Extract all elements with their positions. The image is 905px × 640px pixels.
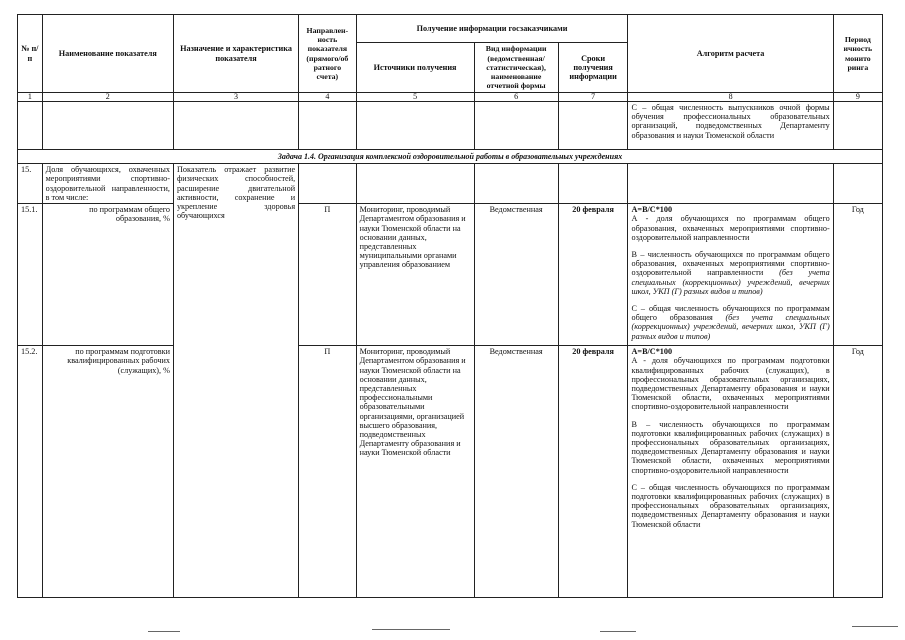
- col-number: 2: [42, 93, 173, 102]
- header-num: № п/п: [18, 15, 43, 93]
- alg-b: В – численность обучающихся по программам подготовки квалифицированных рабочих (служащих) в профессиональных образовательных организациях, подведомственных Департаменту образования и науки Тюменской области, охваченных мероприятиями спортивно-оздоровительной направленности: [631, 419, 830, 475]
- indicator-table: [17, 14, 883, 598]
- table-row: [18, 346, 883, 598]
- header-name: Наименование показателя: [42, 15, 173, 93]
- scan-mark: [372, 629, 450, 630]
- row-source: Мониторинг, проводимый Департаментом образования и науки Тюменской области на основании данных, представленных профессиональными образовательными организациями, организацией высшего образования, подведомственных Департаменту образования и науки Тюменской области: [356, 346, 474, 598]
- row-info-type: Ведомственная: [474, 346, 558, 598]
- row-deadline: 20 февраля: [558, 204, 628, 346]
- row-period: Год: [833, 204, 882, 346]
- header-info-type: Вид информации (ведомственная/ статистическая), наименование отчетной формы: [474, 43, 558, 93]
- row-name: Доля обучающихся, охваченных мероприятиями спортивно-оздоровительной направленности, в том числе:: [42, 164, 173, 204]
- col-number: 3: [173, 93, 298, 102]
- col-number: 9: [833, 93, 882, 102]
- row-name: по программам общего образования, %: [42, 204, 173, 346]
- row-num: 15.2.: [18, 346, 43, 598]
- row-purpose: Показатель отражает развитие физических способностей, расширение двигательной активности, сохранение и укрепление здоровья обучающихся: [173, 164, 298, 598]
- scan-mark: [148, 631, 180, 632]
- header-purpose: Назначение и характеристика показателя: [173, 15, 298, 93]
- scan-mark: [852, 626, 898, 627]
- alg-c: С – общая численность обучающихся по программам подготовки квалифицированных рабочих (служащих) в профессиональных образовательных организациях, подведомственных Департаменту образования и науки Тюменской области: [631, 482, 830, 529]
- row-num: 15.1.: [18, 204, 43, 346]
- carry-algorithm: С – общая численность выпускников очной формы обучения профессиональных образовательных организаций, подведомственных Департаменту образования и науки Тюменской области: [628, 102, 833, 150]
- row-source: Мониторинг, проводимый Департаментом образования и науки Тюменской области на основании данных, представленных муниципальными органами управления образованием: [356, 204, 474, 346]
- header-period: Период ичность монито ринга: [833, 15, 882, 93]
- alg-a: А - доля обучающихся по программам подготовки квалифицированных рабочих (служащих), в профессиональных образовательных организациях, подведомственных Департаменту образования и науки Тюменской области, охваченных мероприятиями спортивно-оздоровительной направленности: [631, 356, 830, 412]
- formula: А=В/С*100: [631, 347, 673, 357]
- alg-c: С – общая численность обучающихся по программам общего образования (без учета специальных (коррекционных) учреждений, вечерних школ, УКП (Г) разных видов и типов): [631, 304, 830, 341]
- header-deadline: Сроки получения информации: [558, 43, 628, 93]
- alg-a: А - доля обучающихся по программам общего образования, охваченных мероприятиями спортивно-оздоровительной направленности: [631, 214, 830, 242]
- formula: А=В/С*100: [631, 205, 673, 215]
- row-period: Год: [833, 346, 882, 598]
- col-number: 6: [474, 93, 558, 102]
- row-direction: П: [299, 346, 356, 598]
- col-number: 7: [558, 93, 628, 102]
- table-row: [18, 204, 883, 346]
- row-num: 15.: [18, 164, 43, 204]
- table-row: [18, 164, 883, 204]
- alg-b: В – численность обучающихся по программам общего образования, охваченных мероприятиями спортивно-оздоровительной направленности (без учета специальных (коррекционных) учреждений, вечерних школ, УКП (Г) разных видов и типов): [631, 250, 830, 296]
- header-algorithm: Алгоритм расчета: [628, 15, 833, 93]
- row-info-type: Ведомственная: [474, 204, 558, 346]
- col-number: 8: [628, 93, 833, 102]
- row-direction: П: [299, 204, 356, 346]
- scan-mark: [600, 631, 636, 632]
- column-number-row: [18, 93, 883, 102]
- col-number: 5: [356, 93, 474, 102]
- row-algorithm: [628, 204, 833, 346]
- col-number: 4: [299, 93, 356, 102]
- task-row: [18, 150, 883, 164]
- row-name: по программам подготовки квалифицированных рабочих (служащих), %: [42, 346, 173, 598]
- header-sources: Источники получения: [356, 43, 474, 93]
- header-direction: Направлен-ность показателя (прямого/об ратного счета): [299, 15, 356, 93]
- row-algorithm: [628, 346, 833, 598]
- col-number: 1: [18, 93, 43, 102]
- row-deadline: 20 февраля: [558, 346, 628, 598]
- header-group: Получение информации госзаказчиками: [356, 15, 628, 43]
- task-title: Задача 1.4. Организация комплексной оздоровительной работы в образовательных учреждениях: [18, 150, 883, 164]
- carry-over-row: [18, 102, 883, 150]
- header-row-1: [18, 15, 883, 43]
